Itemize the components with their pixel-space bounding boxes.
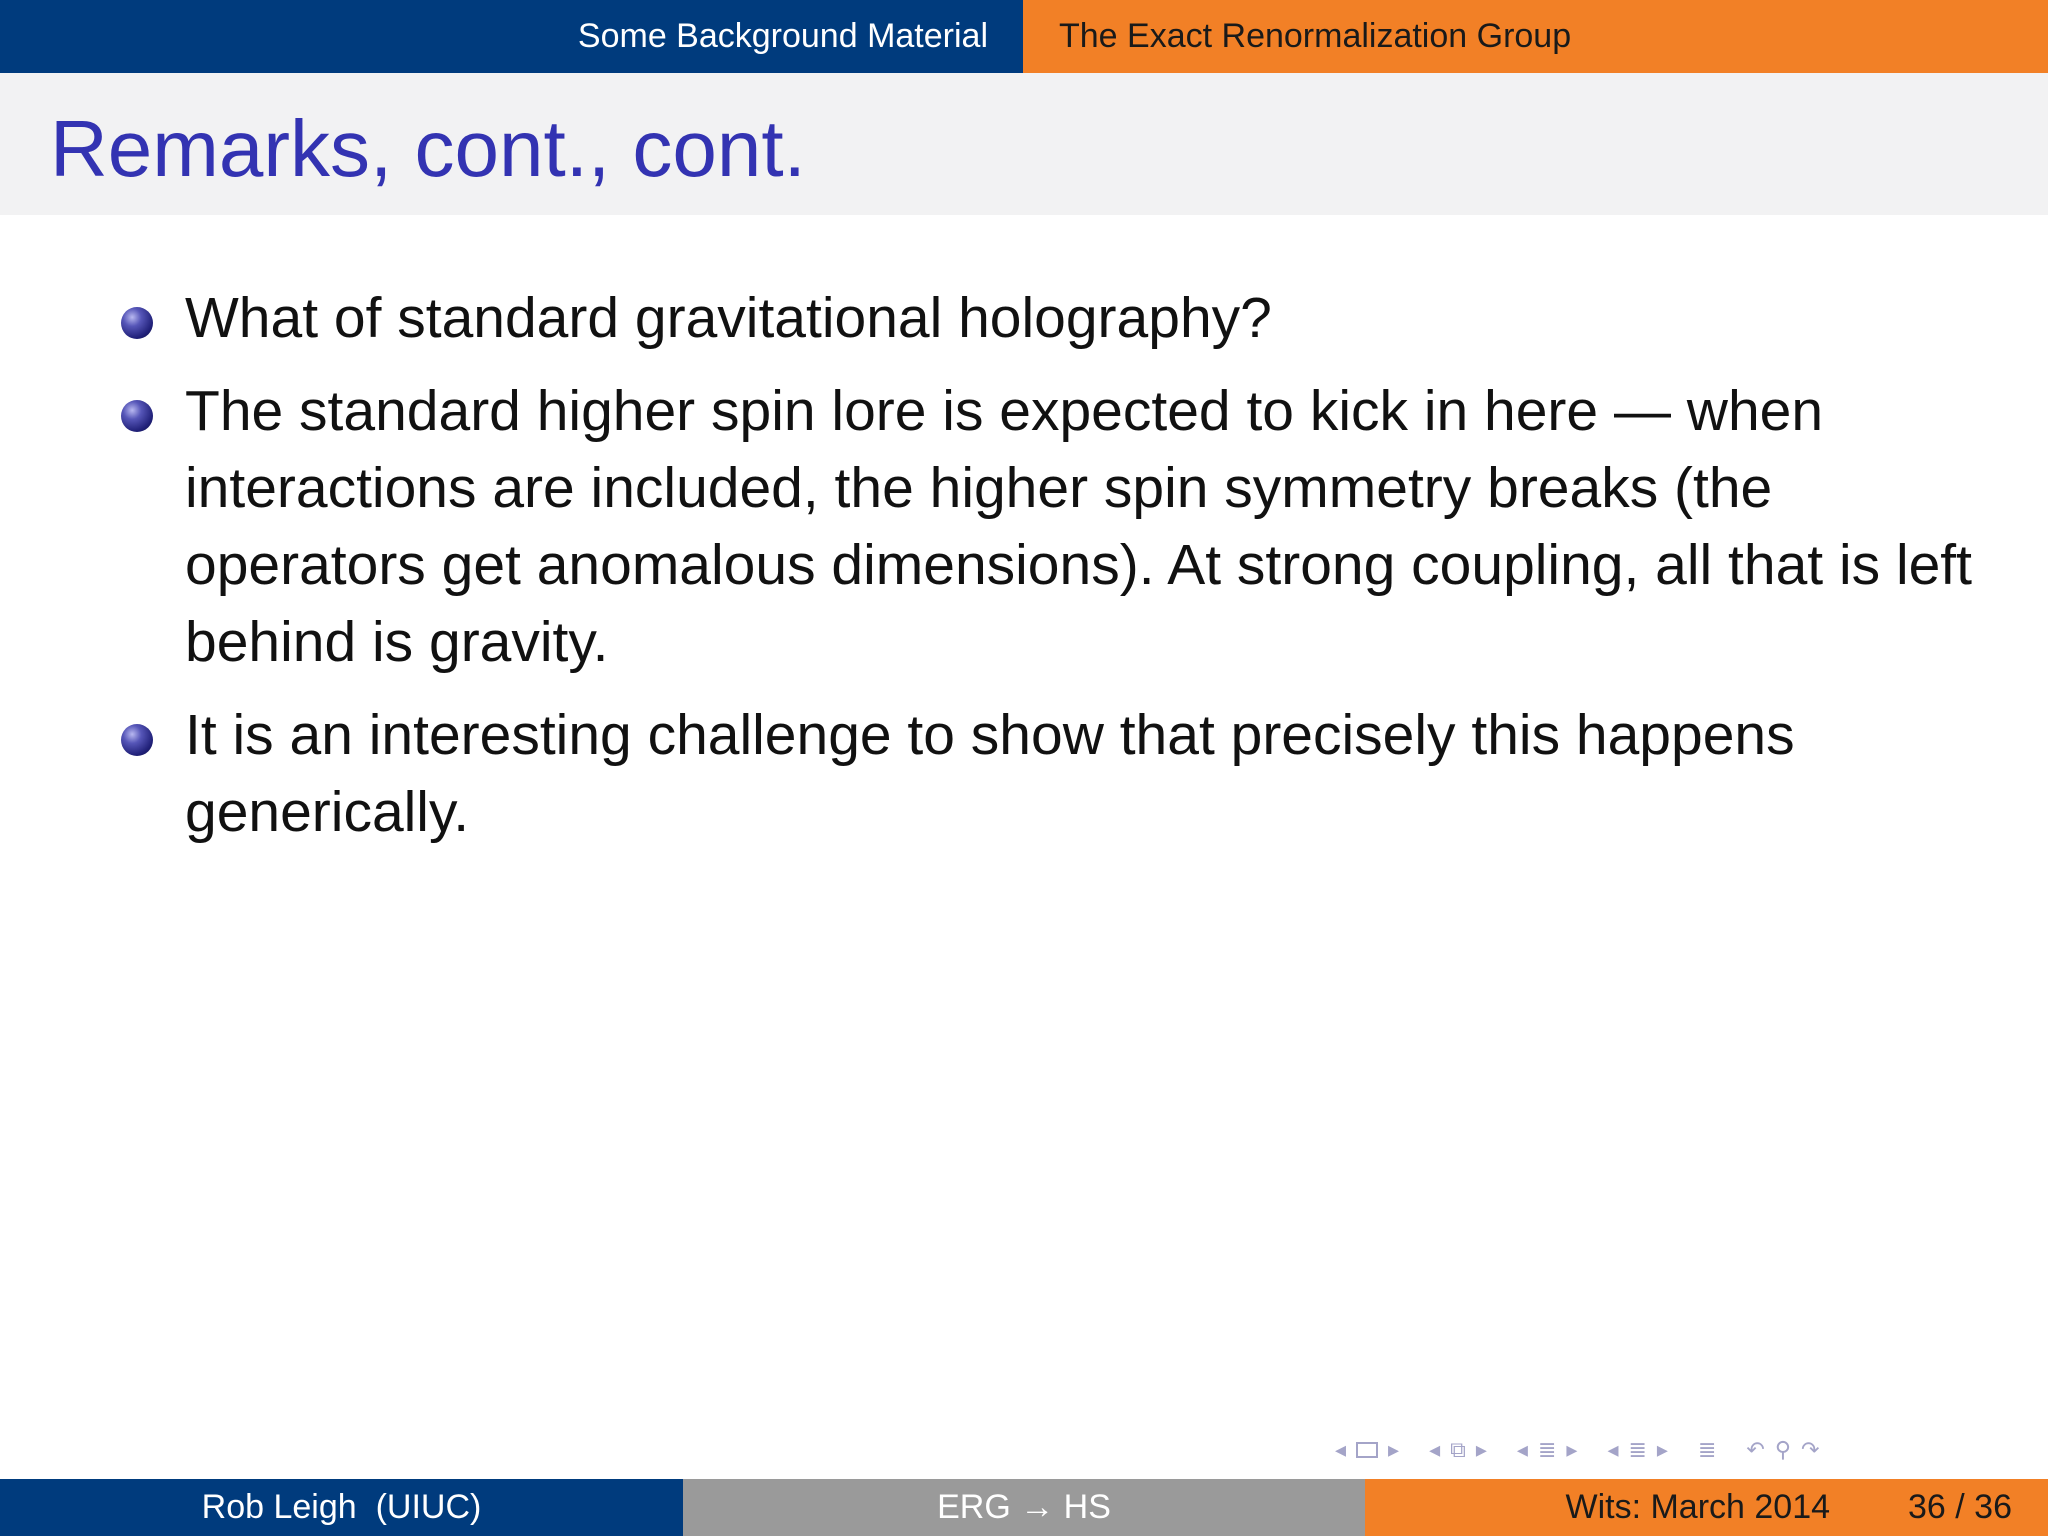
nav-frame-icon[interactable]: ⧉ [1450, 1437, 1466, 1462]
nav-outline-group [1693, 1437, 1721, 1463]
section-link-erg[interactable] [1023, 0, 2048, 73]
footer-author-box [0, 1479, 683, 1536]
section-label-erg: The Exact Renormalization Group [1059, 17, 1572, 55]
header-bar [0, 0, 2048, 73]
nav-section-next-icon[interactable]: ▸ [1656, 1437, 1668, 1462]
title-bar [0, 73, 2048, 215]
section-label-background: Some Background Material [577, 17, 988, 55]
nav-slide-next-icon[interactable]: ▸ [1388, 1437, 1400, 1462]
nav-section-group [1602, 1437, 1673, 1463]
bullet-icon [121, 307, 153, 339]
nav-frame-group [1424, 1437, 1492, 1463]
bullet-text: What of standard gravitational holography? [185, 286, 1272, 350]
bullet-item [0, 280, 2048, 357]
footer-bar [0, 1479, 2048, 1536]
slide-content [0, 280, 2048, 867]
nav-forward-icon[interactable]: ↷ [1800, 1437, 1820, 1462]
nav-subsection-prev-icon[interactable]: ◂ [1516, 1437, 1528, 1462]
footer-venue-box [1365, 1479, 2048, 1536]
nav-section-prev-icon[interactable]: ◂ [1607, 1437, 1619, 1462]
nav-outline-icon[interactable]: ≣ [1697, 1437, 1717, 1462]
footer-title-box [683, 1479, 1365, 1536]
beamer-navigation [1330, 1430, 2040, 1470]
bullet-text: The standard higher spin lore is expected to kick in here — when interactions are included, the higher spin symmetry breaks (the operators get anomalous dimensions). At strong coupling, all that is left behind is gravity. [185, 379, 1972, 674]
footer-venue: Wits: March 2014 [1565, 1488, 1831, 1526]
nav-subsection-icon[interactable]: ≣ [1537, 1437, 1557, 1462]
nav-search-icon[interactable]: ⚲ [1774, 1437, 1791, 1462]
bullet-text: It is an interesting challenge to show that precisely this happens generically. [185, 703, 1795, 844]
nav-search-group [1741, 1437, 1824, 1463]
bullet-icon [121, 724, 153, 756]
nav-slide-group [1330, 1437, 1404, 1463]
nav-subsection-next-icon[interactable]: ▸ [1566, 1437, 1578, 1462]
bullet-icon [121, 400, 153, 432]
nav-slide-icon[interactable] [1356, 1442, 1378, 1458]
bullet-item [0, 373, 2048, 681]
section-link-background[interactable] [0, 0, 1023, 73]
nav-section-icon[interactable]: ≣ [1628, 1437, 1647, 1462]
footer-page-number: 36 / 36 [1908, 1488, 2012, 1526]
footer-author: Rob Leigh (UIUC) [201, 1488, 482, 1526]
slide-title: Remarks, cont., cont. [50, 104, 806, 193]
nav-back-icon[interactable]: ↶ [1746, 1437, 1765, 1462]
nav-frame-prev-icon[interactable]: ◂ [1429, 1437, 1441, 1462]
footer-short-title: ERG → HS [937, 1488, 1111, 1526]
nav-subsection-group [1512, 1437, 1583, 1463]
bullet-item [0, 697, 2048, 851]
nav-slide-prev-icon[interactable]: ◂ [1335, 1437, 1347, 1462]
nav-frame-next-icon[interactable]: ▸ [1475, 1437, 1487, 1462]
